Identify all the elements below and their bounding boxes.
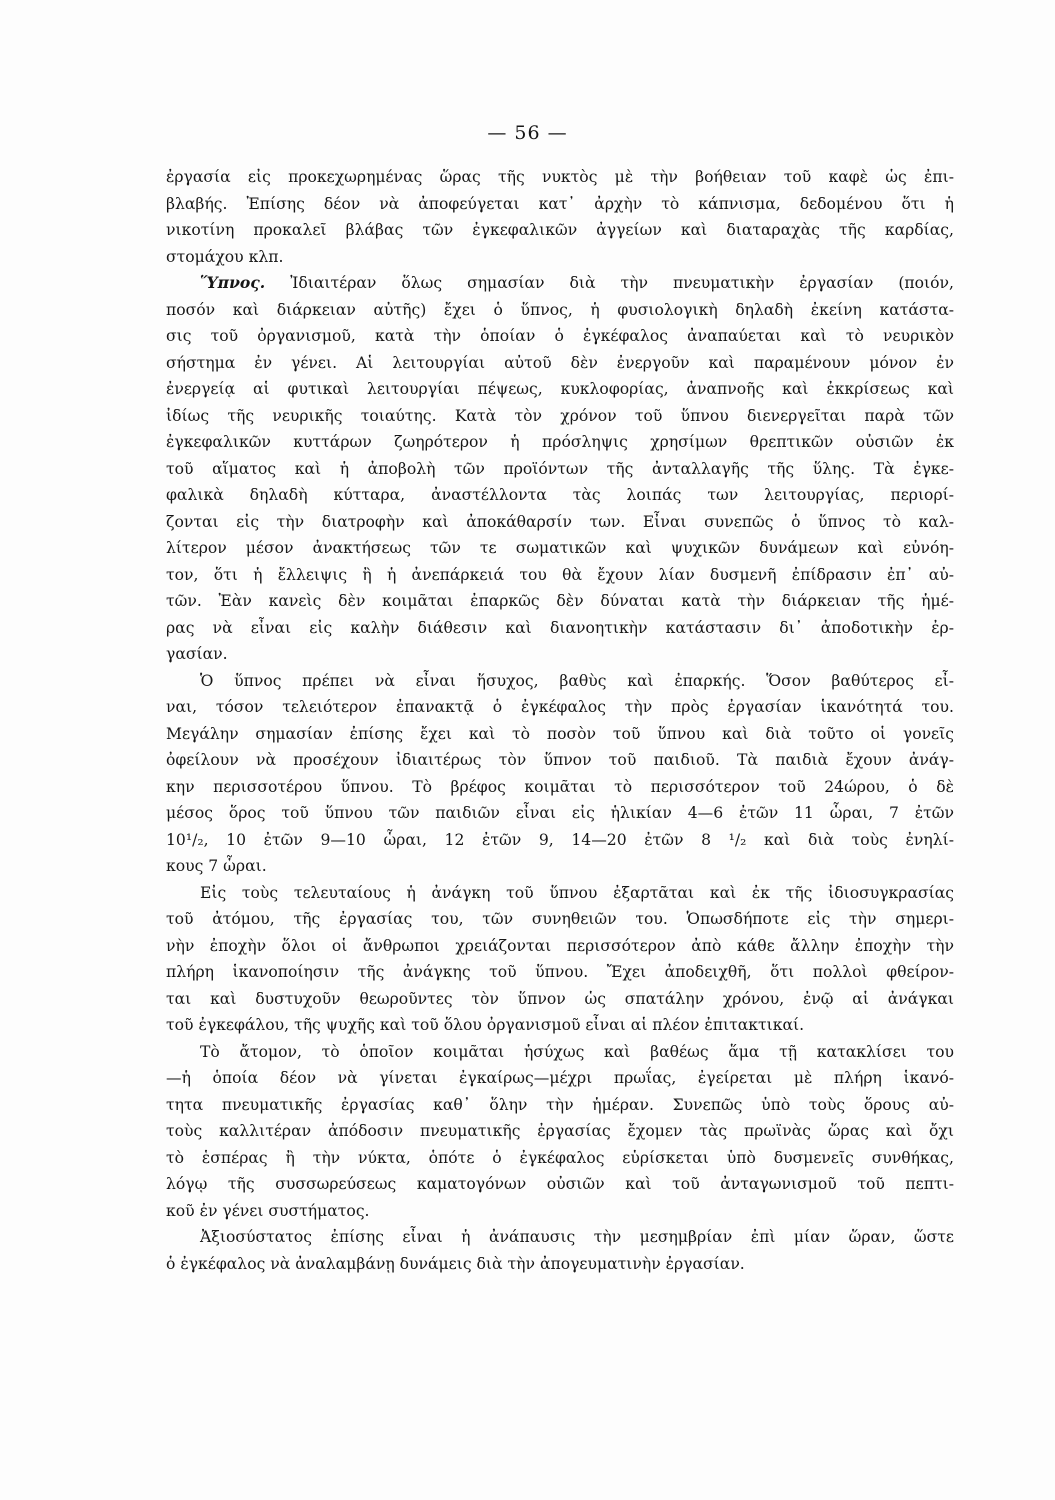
text-line: κην περισσοτέρου ὕπνου. Τὸ βρέφος κοιμᾶται τὸ περισσότερον τοῦ 24ώρου, ὁ δὲ	[166, 777, 954, 796]
paragraph	[166, 1039, 954, 1225]
paragraph	[166, 164, 954, 270]
text-line: ποσόν καὶ διάρκειαν αὐτῆς) ἔχει ὁ ὕπνος, ἡ φυσιολογικὴ δηλαδὴ ἐκείνη κατάστα-	[166, 300, 954, 319]
text-line-content: Ἰδιαιτέραν ὅλως σημασίαν διὰ τὴν πνευματικὴν ἐργασίαν (ποιόν,	[265, 274, 954, 292]
text-line: κοῦ ἐν γένει συστήματος.	[166, 1201, 370, 1220]
text-line: γασίαν.	[166, 645, 228, 663]
text-line: ται καὶ δυστυχοῦν θεωροῦντες τὸν ὕπνον ὡς σπατάλην χρόνου, ἐνῷ αἱ ἀνάγκαι	[166, 989, 954, 1008]
text-line: ὀφείλουν νὰ προσέχουν ἰδιαιτέρως τὸν ὕπνον τοῦ παιδιοῦ. Τὰ παιδιὰ ἔχουν ἀνάγ-	[166, 751, 954, 769]
text-line: ναι, τόσον τελειότερον ἐπανακτᾷ ὁ ἐγκέφαλος τὴν πρὸς ἐργασίαν ἱκανότητά του.	[166, 698, 954, 716]
body-text	[166, 164, 954, 1277]
text-line: τοῦ ἀτόμου, τῆς ἐργασίας του, τῶν συνηθειῶν του. Ὁπωσδήποτε εἰς τὴν σημερι-	[166, 910, 954, 928]
text-line: τοῦ ἐγκεφάλου, τῆς ψυχῆς καὶ τοῦ ὅλου ὀργανισμοῦ εἶναι αἱ πλέον ἐπιτακτικαί.	[166, 1016, 805, 1034]
text-line: λόγῳ τῆς συσσωρεύσεως καματογόνων οὐσιῶν καὶ τοῦ ἀνταγωνισμοῦ τοῦ πεπτι-	[166, 1175, 954, 1193]
text-line: Μεγάλην σημασίαν ἐπίσης ἔχει καὶ τὸ ποσὸν τοῦ ὕπνου καὶ διὰ τοῦτο οἱ γονεῖς	[166, 724, 954, 743]
text-line: βλαβής. Ἐπίσης δέον νὰ ἀποφεύγεται κατ᾽ ἀρχὴν τὸ κάπνισμα, δεδομένου ὅτι ἡ	[166, 194, 954, 213]
text-line: σήστημα ἐν γένει. Αἱ λειτουργίαι αὐτοῦ δὲν ἐνεργοῦν καὶ παραμένουν μόνον ἐν	[166, 353, 954, 372]
text-line: ἐνεργείᾳ αἱ φυτικαὶ λειτουργίαι πέψεως, κυκλοφορίας, ἀναπνοῆς καὶ ἐκκρίσεως καὶ	[166, 380, 954, 398]
text-line: νὴν ἐποχὴν ὅλοι οἱ ἄνθρωποι χρειάζονται περισσότερον ἀπὸ κάθε ἄλλην ἐποχὴν τὴν	[166, 936, 954, 955]
text-line: ἐργασία εἰς προκεχωρημένας ὥρας τῆς νυκτὸς μὲ τὴν βοήθειαν τοῦ καφὲ ὡς ἐπι-	[166, 168, 954, 186]
text-line: τοὺς καλλιτέραν ἀπόδοσιν πνευματικῆς ἐργασίας ἔχομεν τὰς πρωϊνὰς ὥρας καὶ ὄχι	[166, 1122, 954, 1140]
text-line: ἐγκεφαλικῶν κυττάρων ζωηρότερον ἡ πρόσληψις χρησίμων θρεπτικῶν οὐσιῶν ἐκ	[166, 433, 954, 451]
text-line: ὁ ἐγκέφαλος νὰ ἀναλαμβάνῃ δυνάμεις διὰ τὴν ἀπογευματινὴν ἐργασίαν.	[166, 1254, 745, 1273]
text-line: τοῦ αἵματος καὶ ἡ ἀποβολὴ τῶν προϊόντων τῆς ἀνταλλαγῆς τῆς ὕλης. Τὰ ἐγκε-	[166, 459, 954, 478]
text-line: Ὁ ὕπνος πρέπει νὰ εἶναι ἥσυχος, βαθὺς καὶ ἐπαρκής. Ὅσον βαθύτερος εἶ-	[200, 671, 954, 690]
text-line: κους 7 ὧραι.	[166, 857, 267, 875]
paragraph	[166, 668, 954, 880]
text-line: πλήρη ἱκανοποίησιν τῆς ἀνάγκης τοῦ ὕπνου. Ἔχει ἀποδειχθῆ, ὅτι πολλοὶ φθείρον-	[166, 963, 954, 981]
text-line: λίτερον μέσον ἀνακτήσεως τῶν τε σωματικῶν καὶ ψυχικῶν δυνάμεων καὶ εὐνόη-	[166, 539, 954, 557]
text-line	[166, 270, 954, 297]
text-line: τὸ ἑσπέρας ἢ τὴν νύκτα, ὁπότε ὁ ἐγκέφαλος εὑρίσκεται ὑπὸ δυσμενεῖς συνθήκας,	[166, 1148, 954, 1167]
text-line: στομάχου κλπ.	[166, 247, 284, 266]
text-line: ζονται εἰς τὴν διατροφὴν καὶ ἀποκάθαρσίν των. Εἶναι συνεπῶς ὁ ὕπνος τὸ καλ-	[166, 512, 954, 531]
text-line: φαλικὰ δηλαδὴ κύτταρα, ἀναστέλλοντα τὰς λοιπάς των λειτουργίας, περιορί-	[166, 486, 954, 504]
text-line: Εἰς τοὺς τελευταίους ἡ ἀνάγκη τοῦ ὕπνου ἐξαρτᾶται καὶ ἐκ τῆς ἰδιοσυγκρασίας	[200, 883, 954, 902]
text-line: τον, ὅτι ἡ ἔλλειψις ἢ ἡ ἀνεπάρκειά του θὰ ἔχουν λίαν δυσμενῆ ἐπίδρασιν ἐπ᾽ αὐ-	[166, 565, 954, 584]
text-line: τῶν. Ἐὰν κανεὶς δὲν κοιμᾶται ἐπαρκῶς δὲν δύναται κατὰ τὴν διάρκειαν τῆς ἡμέ-	[166, 592, 954, 610]
text-line: —ἡ ὁποία δέον νὰ γίνεται ἐγκαίρως—μέχρι πρωΐας, ἐγείρεται μὲ πλήρη ἱκανό-	[166, 1069, 954, 1087]
paragraph	[166, 880, 954, 1039]
text-line: ρας νὰ εἶναι εἰς καλὴν διάθεσιν καὶ διανοητικὴν κατάστασιν δι᾽ ἀποδοτικὴν ἐρ-	[166, 618, 954, 637]
text-line: Ἀξιοσύστατος ἐπίσης εἶναι ἡ ἀνάπαυσις τὴν μεσημβρίαν ἐπὶ μίαν ὥραν, ὥστε	[200, 1228, 954, 1246]
text-line: μέσος ὅρος τοῦ ὕπνου τῶν παιδιῶν εἶναι εἰς ἡλικίαν 4—6 ἐτῶν 11 ὧραι, 7 ἐτῶν	[166, 804, 954, 822]
paragraph	[166, 1224, 954, 1277]
text-line: 10¹/₂, 10 ἐτῶν 9—10 ὧραι, 12 ἐτῶν 9, 14—20 ἐτῶν 8 ¹/₂ καὶ διὰ τοὺς ἐνηλί-	[166, 830, 954, 849]
text-line: νικοτίνη προκαλεῖ βλάβας τῶν ἐγκεφαλικῶν ἀγγείων καὶ διαταραχὰς τῆς καρδίας,	[166, 221, 954, 239]
text-line: τητα πνευματικῆς ἐργασίας καθ᾽ ὅλην τὴν ἡμέραν. Συνεπῶς ὑπὸ τοὺς ὅρους αὐ-	[166, 1095, 954, 1114]
paragraph	[166, 270, 954, 668]
text-line: σις τοῦ ὀργανισμοῦ, κατὰ τὴν ὁποίαν ὁ ἐγκέφαλος ἀναπαύεται καὶ τὸ νευρικὸν	[166, 327, 954, 345]
section-heading: Ὕπνος.	[200, 273, 266, 292]
page-number: — 56 —	[487, 122, 568, 144]
text-line: ἰδίως τῆς νευρικῆς τοιαύτης. Κατὰ τὸν χρόνον τοῦ ὕπνου διενεργεῖται παρὰ τῶν	[166, 406, 954, 425]
text-line: Τὸ ἄτομον, τὸ ὁποῖον κοιμᾶται ἡσύχως καὶ βαθέως ἅμα τῇ κατακλίσει του	[200, 1042, 954, 1061]
